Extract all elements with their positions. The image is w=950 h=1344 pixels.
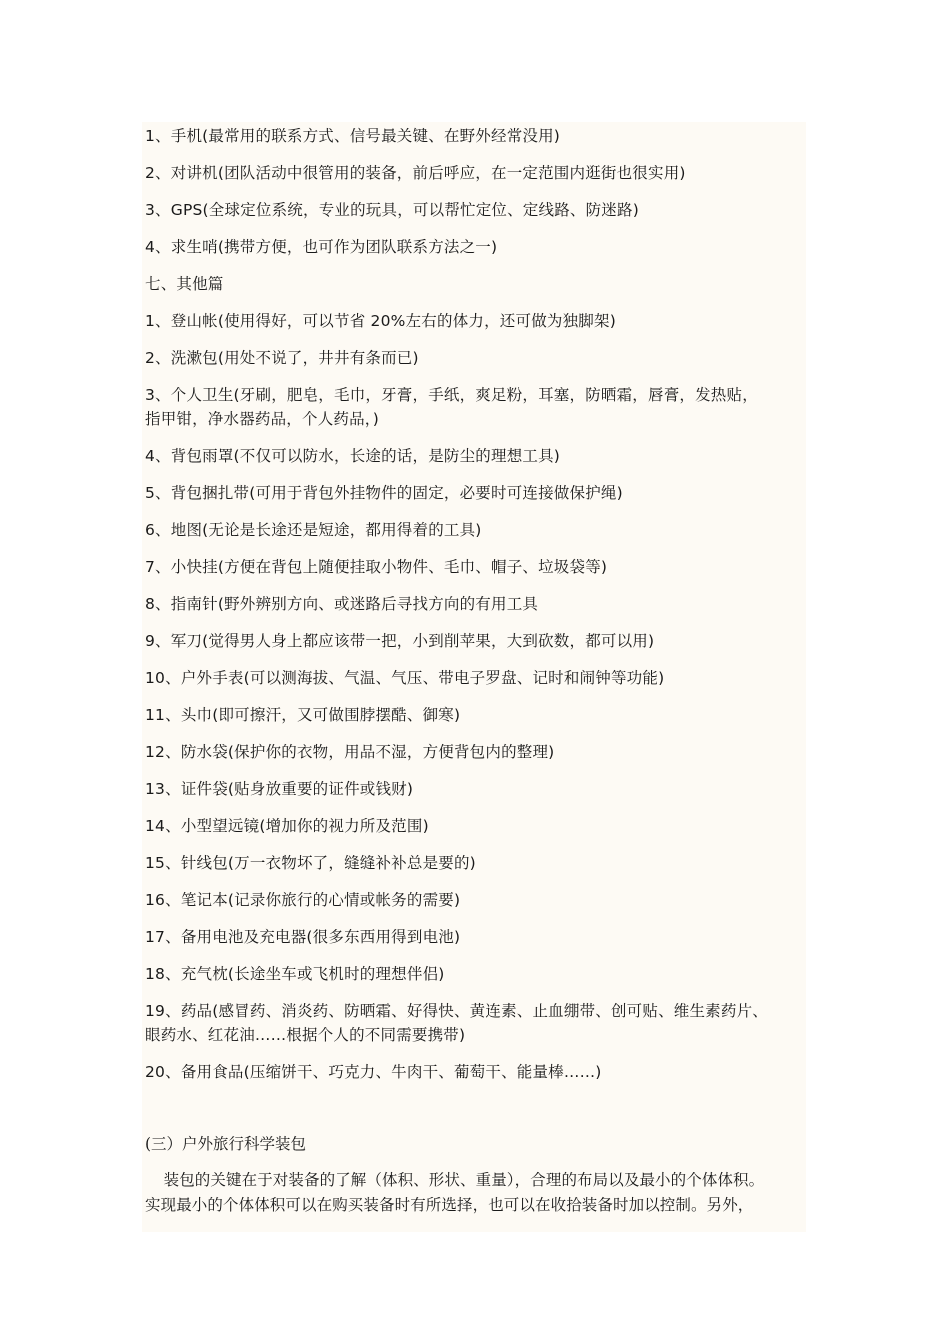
comms-item-3: 3、GPS(全球定位系统，专业的玩具，可以帮忙定位、定线路、防迷路) bbox=[145, 201, 639, 219]
comms-item-2: 2、对讲机(团队活动中很管用的装备，前后呼应，在一定范围内逛街也很实用) bbox=[145, 164, 686, 182]
comms-item-4: 4、求生哨(携带方便，也可作为团队联系方法之一) bbox=[145, 238, 498, 256]
other-item-12: 12、防水袋(保护你的衣物，用品不湿，方便背包内的整理) bbox=[145, 743, 555, 761]
other-item-19-line-1: 19、药品(感冒药、消炎药、防晒霜、好得快、黄连素、止血绷带、创可贴、维生素药片、 bbox=[145, 1002, 768, 1020]
other-item-14: 14、小型望远镜(增加你的视力所及范围) bbox=[145, 817, 429, 835]
other-item-5: 5、背包捆扎带(可用于背包外挂物件的固定，必要时可连接做保护绳) bbox=[145, 484, 623, 502]
other-item-18: 18、充气枕(长途坐车或飞机时的理想伴侣) bbox=[145, 965, 445, 983]
other-item-4: 4、背包雨罩(不仅可以防水，长途的话，是防尘的理想工具) bbox=[145, 447, 561, 465]
other-item-3 bbox=[145, 383, 813, 431]
other-item-8: 8、指南针(野外辨别方向、或迷路后寻找方向的有用工具 bbox=[145, 595, 539, 613]
other-item-1: 1、登山帐(使用得好，可以节省 20%左右的体力，还可做为独脚架) bbox=[145, 312, 616, 330]
other-item-3-line-1: 3、个人卫生(牙刷，肥皂，毛巾，牙膏，手纸，爽足粉，耳塞，防晒霜，唇膏，发热贴， bbox=[145, 386, 758, 404]
other-item-9: 9、军刀(觉得男人身上都应该带一把，小到削苹果，大到砍数，都可以用) bbox=[145, 632, 655, 650]
section-heading-packing: (三）户外旅行科学装包 bbox=[145, 1135, 307, 1153]
other-item-2: 2、洗漱包(用处不说了，井井有条而已) bbox=[145, 349, 419, 367]
other-item-17: 17、备用电池及充电器(很多东西用得到电池) bbox=[145, 928, 461, 946]
packing-paragraph-line-2: 实现最小的个体体积可以在购买装备时有所选择，也可以在收拾装备时加以控制。另外， bbox=[145, 1196, 754, 1214]
other-item-11: 11、头巾(即可擦汗，又可做围脖摆酷、御寒) bbox=[145, 706, 461, 724]
section-heading-other: 七、其他篇 bbox=[145, 275, 224, 293]
other-item-6: 6、地图(无论是长途还是短途，都用得着的工具) bbox=[145, 521, 482, 539]
comms-item-1: 1、手机(最常用的联系方式、信号最关键、在野外经常没用) bbox=[145, 127, 561, 145]
other-item-13: 13、证件袋(贴身放重要的证件或钱财) bbox=[145, 780, 414, 798]
other-item-3-line-2: 指甲钳，净水器药品，个人药品，) bbox=[145, 410, 379, 428]
other-item-19 bbox=[145, 999, 813, 1047]
other-item-19-line-2: 眼药水、红花油……根据个人的不同需要携带) bbox=[145, 1026, 466, 1044]
other-item-7: 7、小快挂(方便在背包上随便挂取小物件、毛巾、帽子、垃圾袋等) bbox=[145, 558, 608, 576]
section-spacer bbox=[145, 1097, 813, 1132]
document-content bbox=[145, 124, 813, 1218]
other-item-10: 10、户外手表(可以测海拔、气温、气压、带电子罗盘、记时和闹钟等功能) bbox=[145, 669, 665, 687]
other-item-15: 15、针线包(万一衣物坏了，缝缝补补总是要的) bbox=[145, 854, 476, 872]
other-item-16: 16、笔记本(记录你旅行的心情或帐务的需要) bbox=[145, 891, 461, 909]
other-item-20: 20、备用食品(压缩饼干、巧克力、牛肉干、葡萄干、能量棒……) bbox=[145, 1063, 602, 1081]
packing-paragraph-line-1: 装包的关键在于对装备的了解（体积、形状、重量），合理的布局以及最小的个体体积。 bbox=[163, 1171, 765, 1189]
